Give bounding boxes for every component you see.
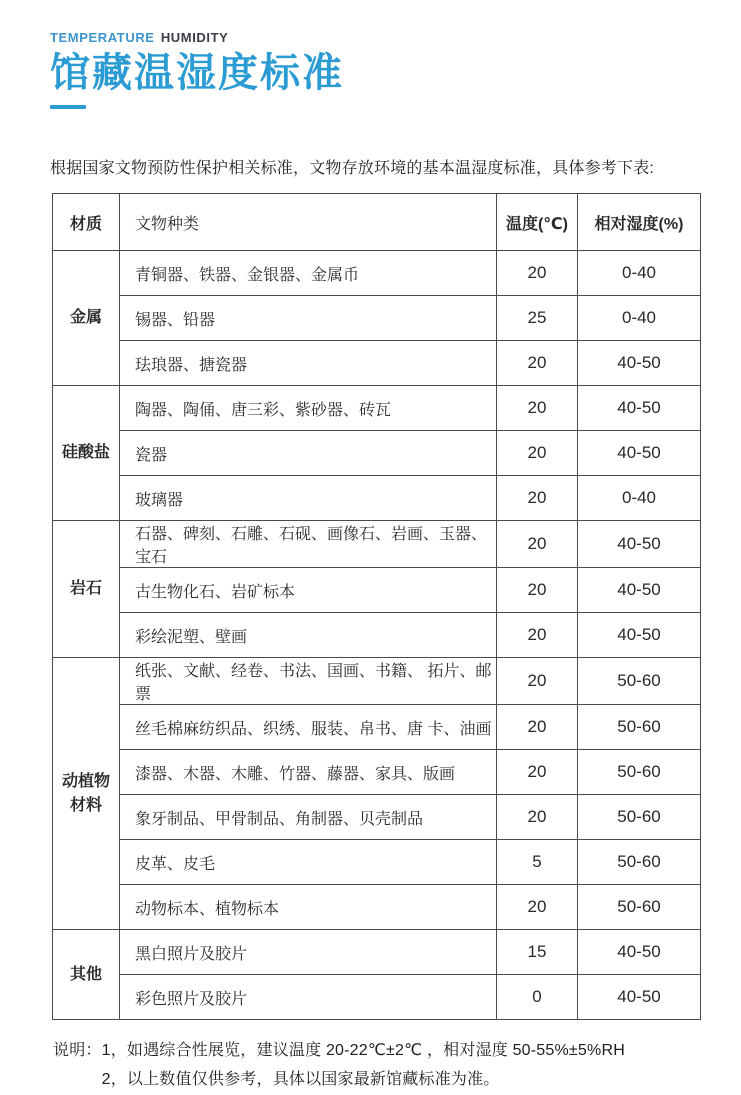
material-cell: 岩石 <box>53 521 120 658</box>
table-row <box>53 750 701 795</box>
humidity-cell: 50-60 <box>578 750 701 795</box>
title-underline <box>50 105 86 109</box>
col-header-temperature: 温度(℃) <box>497 194 578 251</box>
temperature-cell: 20 <box>497 613 578 658</box>
table-row <box>53 386 701 431</box>
humidity-cell: 40-50 <box>578 386 701 431</box>
relic-types-cell: 玻璃器 <box>120 476 497 521</box>
humidity-cell: 50-60 <box>578 885 701 930</box>
relic-types-cell: 象牙制品、甲骨制品、角制器、贝壳制品 <box>120 795 497 840</box>
humidity-cell: 40-50 <box>578 521 701 568</box>
relic-types-cell: 石器、碑刻、石雕、石砚、画像石、岩画、玉器、宝石 <box>120 521 497 568</box>
temperature-cell: 20 <box>497 521 578 568</box>
notes-lines <box>102 1037 625 1095</box>
humidity-cell: 40-50 <box>578 930 701 975</box>
standards-table <box>52 193 701 1020</box>
table-row <box>53 705 701 750</box>
relic-types-cell: 漆器、木器、木雕、竹器、藤器、家具、版画 <box>120 750 497 795</box>
material-cell: 金属 <box>53 251 120 386</box>
relic-types-cell: 锡器、铅器 <box>120 296 497 341</box>
humidity-cell: 40-50 <box>578 431 701 476</box>
temperature-cell: 0 <box>497 975 578 1020</box>
temperature-cell: 20 <box>497 750 578 795</box>
table-row <box>53 251 701 296</box>
relic-types-cell: 黑白照片及胶片 <box>120 930 497 975</box>
relic-types-cell: 纸张、文献、经卷、书法、国画、书籍、 拓片、邮票 <box>120 658 497 705</box>
temperature-cell: 20 <box>497 251 578 296</box>
table-row <box>53 431 701 476</box>
relic-types-cell: 青铜器、铁器、金银器、金属币 <box>120 251 497 296</box>
temperature-cell: 20 <box>497 386 578 431</box>
table-row <box>53 521 701 568</box>
table-row <box>53 840 701 885</box>
temperature-cell: 20 <box>497 795 578 840</box>
temperature-cell: 5 <box>497 840 578 885</box>
table-row <box>53 341 701 386</box>
relic-types-cell: 彩绘泥塑、壁画 <box>120 613 497 658</box>
relic-types-cell: 丝毛棉麻纺织品、织绣、服装、帛书、唐 卡、油画 <box>120 705 497 750</box>
humidity-cell: 50-60 <box>578 840 701 885</box>
table-row <box>53 296 701 341</box>
col-header-humidity: 相对湿度(%) <box>578 194 701 251</box>
eyebrow-temperature: TEMPERATURE <box>50 30 155 45</box>
humidity-cell: 0-40 <box>578 296 701 341</box>
table-body <box>53 251 701 1020</box>
humidity-cell: 40-50 <box>578 341 701 386</box>
col-header-types: 文物种类 <box>120 194 497 251</box>
relic-types-cell: 瓷器 <box>120 431 497 476</box>
table-row <box>53 975 701 1020</box>
humidity-cell: 50-60 <box>578 795 701 840</box>
temperature-cell: 15 <box>497 930 578 975</box>
note-line-2: 2，以上数值仅供参考，具体以国家最新馆藏标准为准。 <box>101 1070 500 1088</box>
notes-label: 说明： <box>53 1042 102 1059</box>
table-row <box>53 568 701 613</box>
humidity-cell: 50-60 <box>578 705 701 750</box>
table-row <box>53 795 701 840</box>
table-row <box>53 476 701 521</box>
eyebrow-label <box>50 30 701 45</box>
note-line-1: 1，如遇综合性展览，建议温度 20-22℃±2℃ ，相对湿度 50-55%±5%RH <box>101 1042 625 1059</box>
temperature-cell: 20 <box>497 341 578 386</box>
humidity-cell: 40-50 <box>578 613 701 658</box>
relic-types-cell: 皮革、皮毛 <box>120 840 497 885</box>
relic-types-cell: 动物标本、植物标本 <box>120 885 497 930</box>
relic-types-cell: 彩色照片及胶片 <box>120 975 497 1020</box>
table-row <box>53 613 701 658</box>
table-row <box>53 885 701 930</box>
notes <box>53 1037 701 1095</box>
temperature-cell: 25 <box>497 296 578 341</box>
humidity-cell: 0-40 <box>578 251 701 296</box>
humidity-cell: 40-50 <box>578 568 701 613</box>
table-header-row <box>53 194 701 251</box>
material-cell: 其他 <box>53 930 120 1020</box>
humidity-cell: 0-40 <box>578 476 701 521</box>
page-title: 馆藏温湿度标准 <box>50 51 344 95</box>
relic-types-cell: 古生物化石、岩矿标本 <box>120 568 497 613</box>
intro-text: 根据国家文物预防性保护相关标准，文物存放环境的基本温湿度标准，具体参考下表: <box>50 160 655 177</box>
humidity-cell: 40-50 <box>578 975 701 1020</box>
temperature-cell: 20 <box>497 476 578 521</box>
relic-types-cell: 珐琅器、搪瓷器 <box>120 341 497 386</box>
temperature-cell: 20 <box>497 568 578 613</box>
relic-types-cell: 陶器、陶俑、唐三彩、紫砂器、砖瓦 <box>120 386 497 431</box>
temperature-cell: 20 <box>497 431 578 476</box>
temperature-cell: 20 <box>497 705 578 750</box>
material-cell: 动植物材料 <box>53 658 120 930</box>
table-row <box>53 658 701 705</box>
temperature-cell: 20 <box>497 658 578 705</box>
eyebrow-humidity: HUMIDITY <box>160 30 229 45</box>
col-header-material: 材质 <box>53 194 120 251</box>
humidity-cell: 50-60 <box>578 658 701 705</box>
temperature-cell: 20 <box>497 885 578 930</box>
table-row <box>53 930 701 975</box>
material-cell: 硅酸盐 <box>53 386 120 521</box>
